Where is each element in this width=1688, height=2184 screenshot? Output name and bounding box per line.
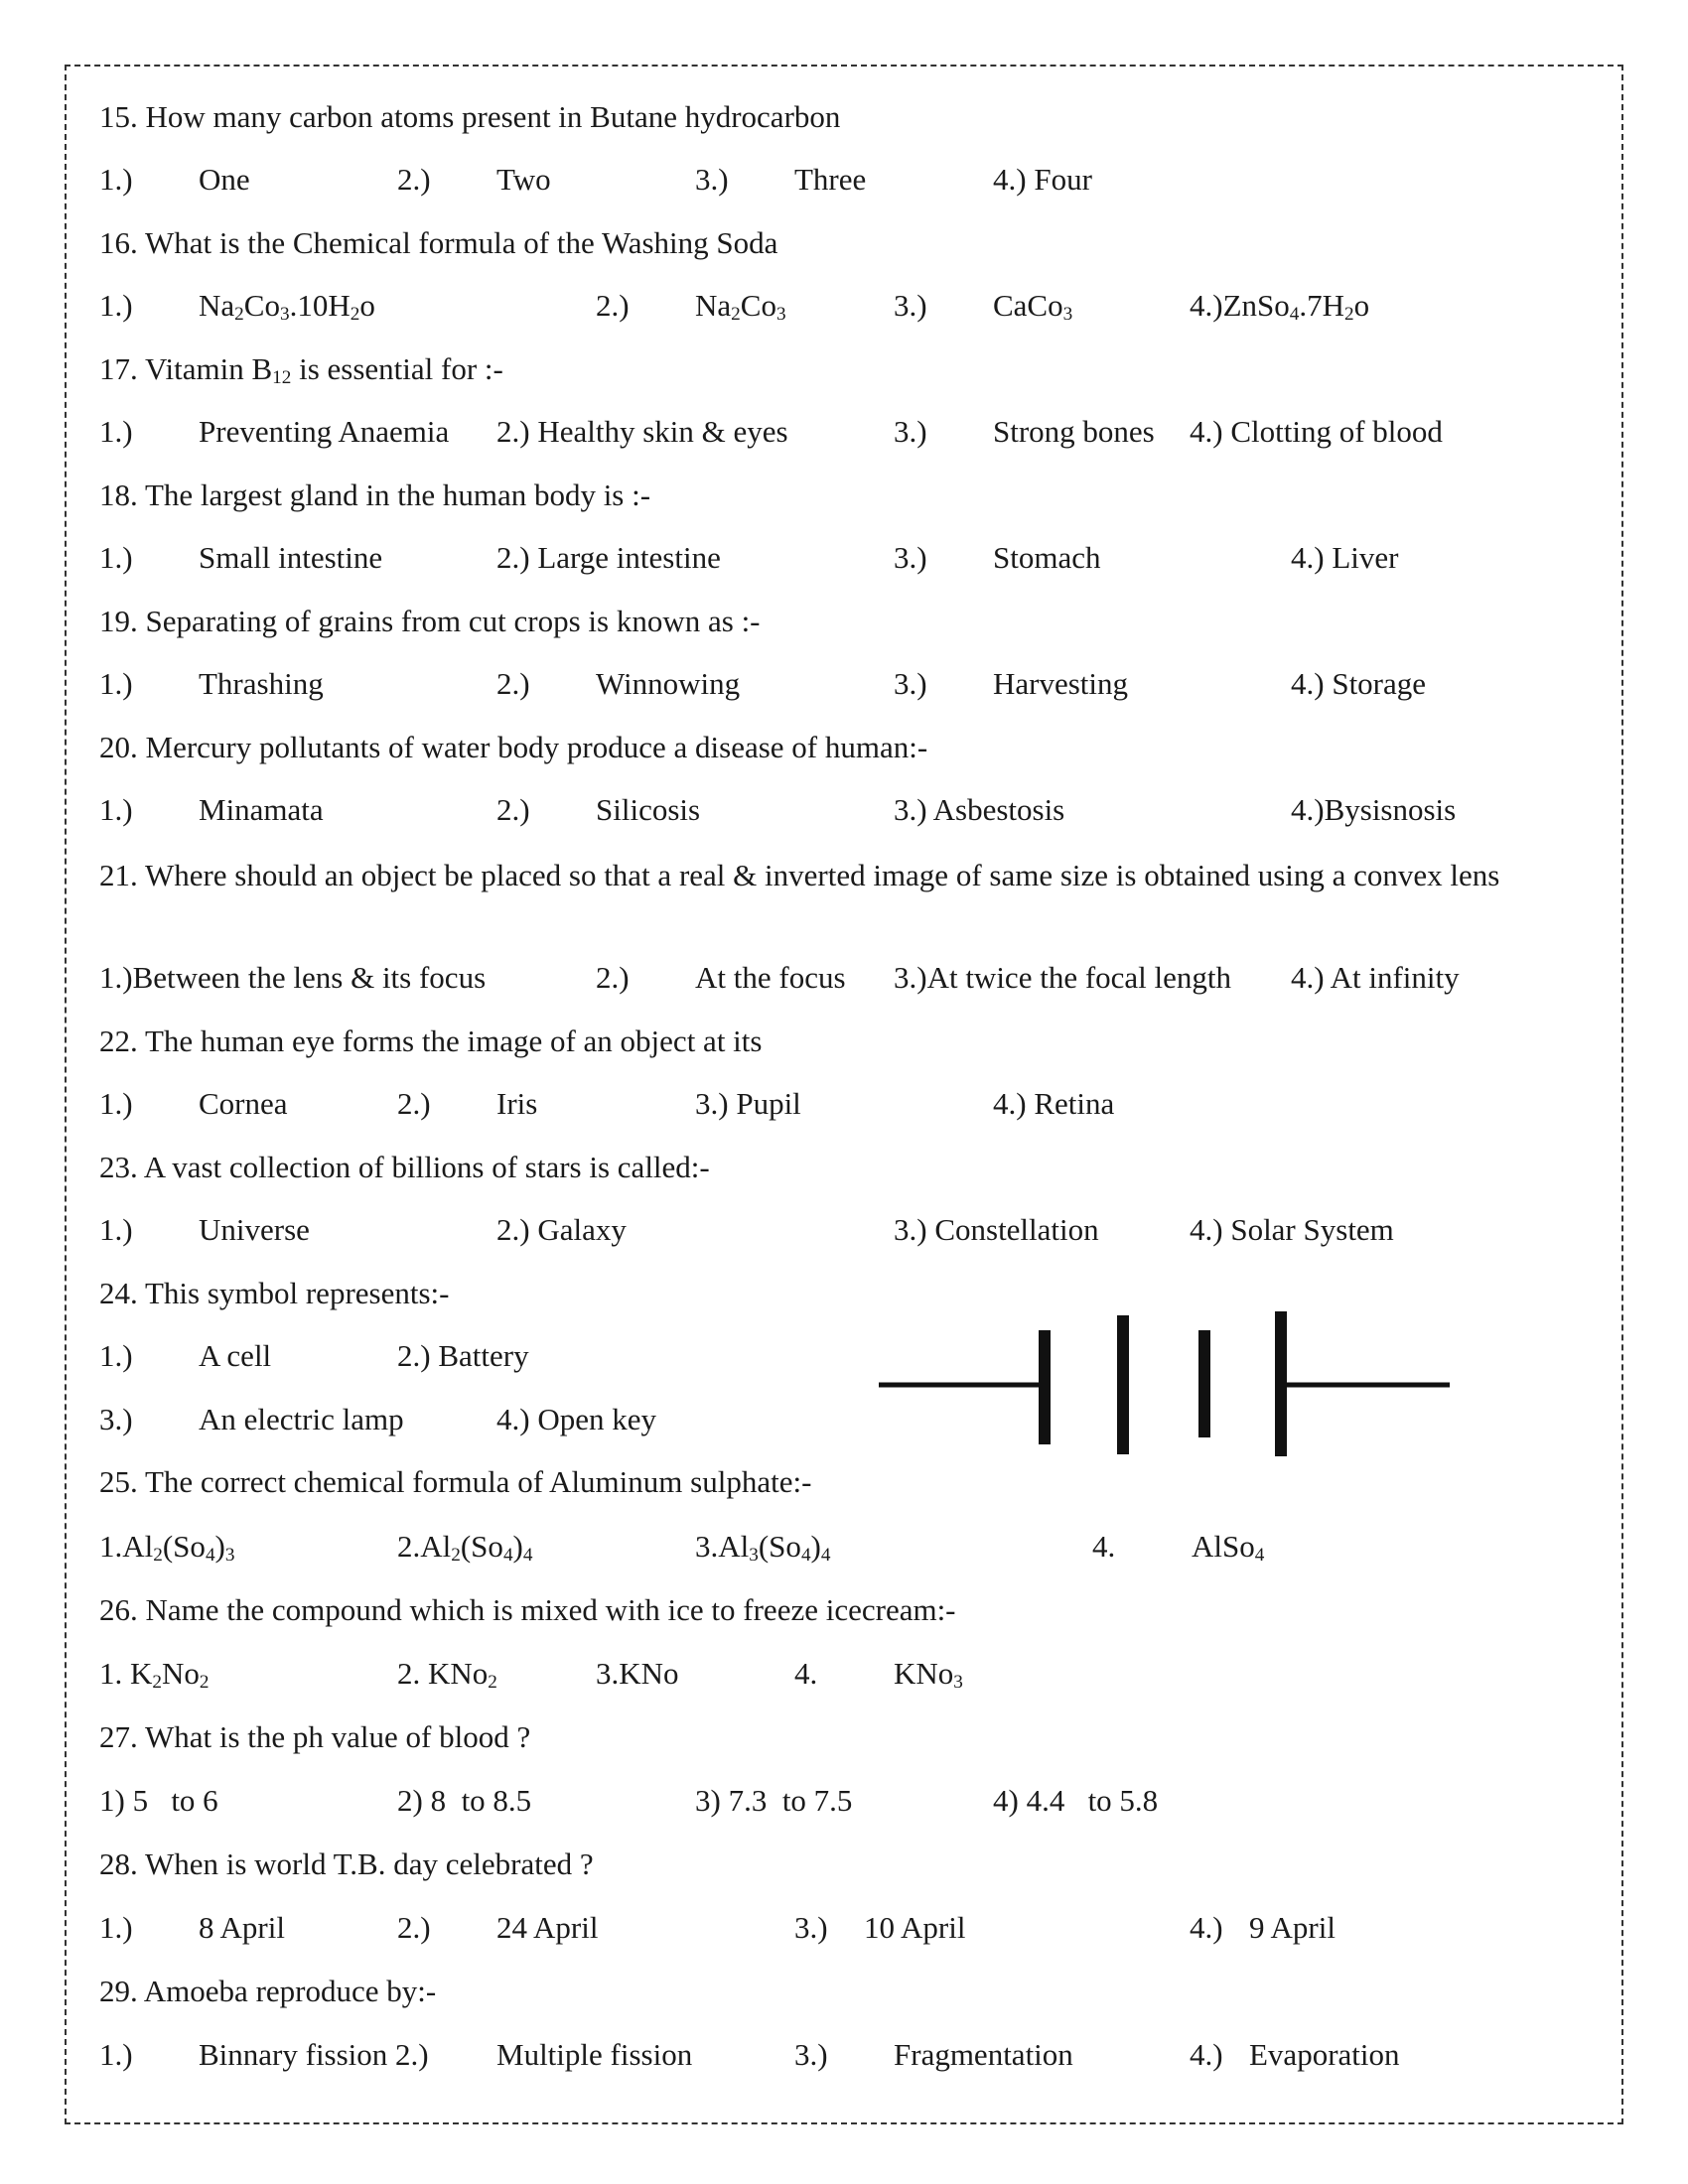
option-text: A cell	[199, 1338, 272, 1373]
option-text: 1.)Between the lens & its focus	[99, 960, 487, 995]
formula-kno: 3.KNo	[596, 1656, 679, 1691]
question-text: What is the ph value of blood ?	[144, 1719, 531, 1754]
option-text: 24 April	[496, 1910, 599, 1945]
option-marker: 4.)	[1190, 1910, 1223, 1945]
option-text: 4.) Solar System	[1190, 1212, 1394, 1247]
option-text: Evaporation	[1249, 2037, 1400, 2072]
option-marker: 4.	[1092, 1529, 1116, 1564]
option-text: 4.) Storage	[1291, 666, 1427, 701]
option-text: Multiple fission	[496, 2037, 693, 2072]
formula-al2so4-4: $2.Al_2(So_4)_4$	[397, 1529, 533, 1567]
question-27	[99, 1719, 530, 1755]
option-text: 4.) Retina	[993, 1086, 1115, 1121]
option-marker: 1.)	[99, 540, 133, 575]
question-text: What is the Chemical formula of the Washing Soda	[144, 225, 778, 260]
question-number: 24.	[99, 1276, 138, 1310]
option-text: 3.) Constellation	[894, 1212, 1099, 1247]
battery-symbol-icon	[834, 1305, 1529, 1464]
question-number: 29.	[99, 1974, 138, 2008]
option-text: 2.) Healthy skin & eyes	[496, 414, 788, 449]
formula-also4: AlSo$_4$	[1192, 1529, 1265, 1567]
question-number: 20.	[99, 730, 138, 764]
option-marker: 2.)	[496, 792, 530, 827]
question-number: 27.	[99, 1719, 138, 1754]
formula-k2no2: 1. $K_2No_2$	[99, 1656, 210, 1694]
option-text: 4.) Four	[993, 162, 1092, 197]
formula-na2co3: $Na_2Co_3$	[695, 288, 786, 326]
option-marker: 1.)	[99, 1338, 133, 1373]
option-text: 10 April	[864, 1910, 966, 1945]
question-text: The largest gland in the human body is :-	[144, 478, 651, 512]
question-text: How many carbon atoms present in Butane hydrocarbon	[145, 99, 841, 134]
option-marker: 1.)	[99, 1212, 133, 1247]
option-text: Cornea	[199, 1086, 288, 1121]
option-marker: 3.)	[894, 540, 927, 575]
option-marker: 2.)	[397, 1910, 431, 1945]
option-text: Minamata	[199, 792, 324, 827]
option-text: 3) 7.3 to 7.5	[695, 1783, 853, 1818]
question-25	[99, 1464, 811, 1500]
option-text: Fragmentation	[894, 2037, 1073, 2072]
question-text: The human eye forms the image of an object at its	[144, 1024, 763, 1058]
question-29	[99, 1974, 436, 2009]
option-text: 9 April	[1249, 1910, 1336, 1945]
option-text: Harvesting	[993, 666, 1129, 701]
option-text: One	[199, 162, 250, 197]
option-marker: 3.)	[894, 288, 927, 323]
option-text: Binnary fission 2.)	[199, 2037, 429, 2072]
option-marker: 4.)	[1190, 2037, 1223, 2072]
question-number: 25.	[99, 1464, 138, 1499]
option-text: 2.) Large intestine	[496, 540, 721, 575]
option-text: Thrashing	[199, 666, 324, 701]
option-marker: 1.)	[99, 2037, 133, 2072]
option-text: Silicosis	[596, 792, 701, 827]
formula-znso4-7h2o: $4.)ZnSo_4.7H_2o$	[1190, 288, 1370, 326]
option-text: 4.) At infinity	[1291, 960, 1460, 995]
question-20	[99, 730, 927, 765]
option-text: 3.) Pupil	[695, 1086, 801, 1121]
option-text: Preventing Anaemia	[199, 414, 450, 449]
option-marker: 4.	[794, 1656, 818, 1691]
question-text: Mercury pollutants of water body produce a disease of human:-	[145, 730, 928, 764]
cell-plate-long	[1117, 1315, 1129, 1454]
option-marker: 2.)	[397, 162, 431, 197]
question-number: 23.	[99, 1150, 138, 1184]
option-marker: 3.)	[794, 2037, 828, 2072]
question-17: 17. Vitamin $B_{12}$ is essential for :-	[99, 351, 503, 389]
option-marker: 2.)	[496, 666, 530, 701]
formula-na2co3-10h2o: $Na_2Co_3.10H_2o$	[199, 288, 375, 326]
question-text: A vast collection of billions of stars is called:-	[143, 1150, 710, 1184]
option-text: 4.) Clotting of blood	[1190, 414, 1443, 449]
question-number: 16.	[99, 225, 138, 260]
question-text: The correct chemical formula of Aluminum sulphate:-	[144, 1464, 812, 1499]
option-text: At the focus	[695, 960, 846, 995]
question-26	[99, 1592, 956, 1628]
option-text: 2.) Battery	[397, 1338, 529, 1373]
formula-kno2: 2. KNo$_2$	[397, 1656, 497, 1694]
option-text: Winnowing	[596, 666, 741, 701]
question-number: 17.	[99, 351, 138, 386]
option-text: Iris	[496, 1086, 538, 1121]
option-text: 4.) Open key	[496, 1402, 656, 1436]
option-marker: 3.)	[894, 666, 927, 701]
option-marker: 1.)	[99, 414, 133, 449]
option-marker: 1.)	[99, 1086, 133, 1121]
option-text: Two	[496, 162, 551, 197]
formula-kno3: KNo$_3$	[894, 1656, 963, 1694]
option-marker: 3.)	[695, 162, 729, 197]
question-21	[99, 856, 1559, 895]
question-number: 21.	[99, 858, 138, 892]
question-number: 19.	[99, 604, 138, 638]
question-number: 28.	[99, 1846, 138, 1881]
question-text: When is world T.B. day celebrated ?	[144, 1846, 594, 1881]
option-text: An electric lamp	[199, 1402, 404, 1436]
question-text: Where should an object be placed so that a real & inverted image of same size is obtained using a convex lens	[144, 858, 1500, 892]
option-text: 3.)At twice the focal length	[894, 960, 1232, 995]
option-text: Small intestine	[199, 540, 383, 575]
cell-plate-long	[1198, 1330, 1210, 1437]
formula-al3so4-4: $3.Al_3(So_4)_4$	[695, 1529, 831, 1567]
question-number: 22.	[99, 1024, 138, 1058]
question-number: 15.	[99, 99, 138, 134]
option-text: Stomach	[993, 540, 1101, 575]
question-text: Name the compound which is mixed with ice to freeze icecream:-	[145, 1592, 956, 1627]
option-text: Three	[794, 162, 867, 197]
option-text: 1) 5 to 6	[99, 1783, 218, 1818]
option-marker: 3.)	[99, 1402, 133, 1436]
option-marker: 3.)	[894, 414, 927, 449]
question-24	[99, 1276, 449, 1311]
question-22	[99, 1024, 762, 1059]
option-marker: 1.)	[99, 162, 133, 197]
option-text: Universe	[199, 1212, 310, 1247]
option-text: 3.) Asbestosis	[894, 792, 1065, 827]
option-marker: 3.)	[794, 1910, 828, 1945]
option-marker: 1.)	[99, 666, 133, 701]
question-28	[99, 1846, 594, 1882]
option-marker: 2.)	[596, 960, 630, 995]
formula-caco3: CaCo$_3$	[993, 288, 1073, 326]
option-marker: 2.)	[397, 1086, 431, 1121]
question-text: Amoeba reproduce by:-	[143, 1974, 437, 2008]
option-text: 4.) Liver	[1291, 540, 1399, 575]
cell-plate-long	[1039, 1330, 1051, 1444]
question-19	[99, 604, 761, 639]
question-number: 26.	[99, 1592, 138, 1627]
question-15	[99, 99, 840, 135]
option-text: 2) 8 to 8.5	[397, 1783, 532, 1818]
question-23	[99, 1150, 710, 1185]
option-text: 8 April	[199, 1910, 285, 1945]
option-text: 4) 4.4 to 5.8	[993, 1783, 1159, 1818]
option-marker: 2.)	[596, 288, 630, 323]
option-text: 2.) Galaxy	[496, 1212, 627, 1247]
option-text: 4.)Bysisnosis	[1291, 792, 1457, 827]
question-number: 18.	[99, 478, 138, 512]
question-text: This symbol represents:-	[144, 1276, 450, 1310]
option-marker: 1.)	[99, 1910, 133, 1945]
question-18	[99, 478, 650, 513]
question-text: Separating of grains from cut crops is known as :-	[145, 604, 761, 638]
formula-al2so4-3: $1.Al_2(So_4)_3$	[99, 1529, 235, 1567]
option-text: Strong bones	[993, 414, 1155, 449]
option-marker: 1.)	[99, 288, 133, 323]
option-marker: 1.)	[99, 792, 133, 827]
question-16	[99, 225, 777, 261]
